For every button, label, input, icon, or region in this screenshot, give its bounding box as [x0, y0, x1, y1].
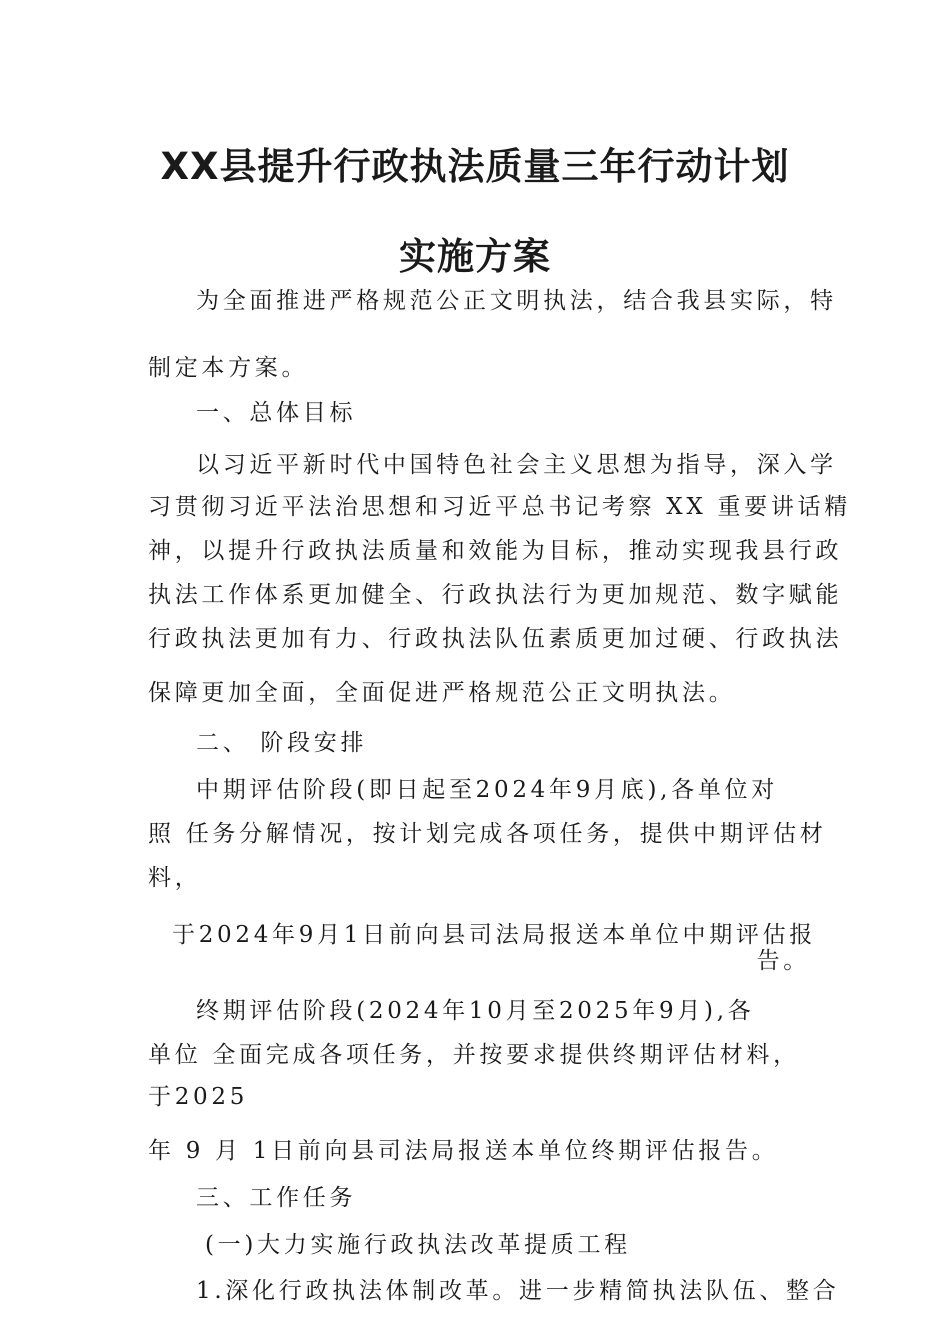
intro-line-1: 为全面推进严格规范公正文明执法，结合我县实际，特	[196, 288, 837, 314]
document-title: XX县提升行政执法质量三年行动计划	[160, 145, 790, 188]
section-heading-2: 二、 阶段安排	[196, 730, 368, 756]
paragraph-line: 1.深化行政执法体制改革。进一步精简执法队伍、整合	[196, 1278, 840, 1304]
paragraph-line: 照 任务分解情况，按计划完成各项任务，提供中期评估材	[148, 821, 827, 847]
paragraph-line: 料，	[148, 865, 202, 891]
paragraph-line: 于2025	[148, 1084, 249, 1110]
document-subtitle: 实施方案	[399, 235, 551, 278]
paragraph-line: 年 9 月 1日前向县司法局报送本单位终期评估报告。	[148, 1138, 779, 1164]
paragraph-line: 行政执法更加有力、行政执法队伍素质更加过硬、行政执法	[148, 626, 843, 652]
section-heading-3: 三、工作任务	[196, 1185, 357, 1211]
paragraph-line: 中期评估阶段(即日起至2024年9月底),各单位对	[196, 777, 778, 803]
paragraph-line: 告。	[756, 948, 810, 974]
paragraph-line: 单位 全面完成各项任务，并按要求提供终期评估材料，	[148, 1042, 800, 1068]
paragraph-line: 终期评估阶段(2024年10月至2025年9月),各	[196, 998, 755, 1024]
intro-line-2: 制定本方案。	[148, 355, 309, 381]
section-heading-1: 一、总体目标	[196, 400, 357, 426]
paragraph-line: 保障更加全面，全面促进严格规范公正文明执法。	[148, 680, 736, 706]
paragraph-line: 执法工作体系更加健全、行政执法行为更加规范、数字赋能	[148, 582, 843, 608]
paragraph-line: 神，以提升行政执法质量和效能为目标，推动实现我县行政	[148, 538, 843, 564]
subsection-heading: (一)大力实施行政执法改革提质工程	[205, 1232, 631, 1258]
paragraph-line: 习贯彻习近平法治思想和习近平总书记考察 XX 重要讲话精	[148, 494, 851, 520]
paragraph-line: 于2024年9月1日前向县司法局报送本单位中期评估报	[172, 922, 816, 948]
paragraph-line: 以习近平新时代中国特色社会主义思想为指导，深入学	[196, 452, 837, 478]
